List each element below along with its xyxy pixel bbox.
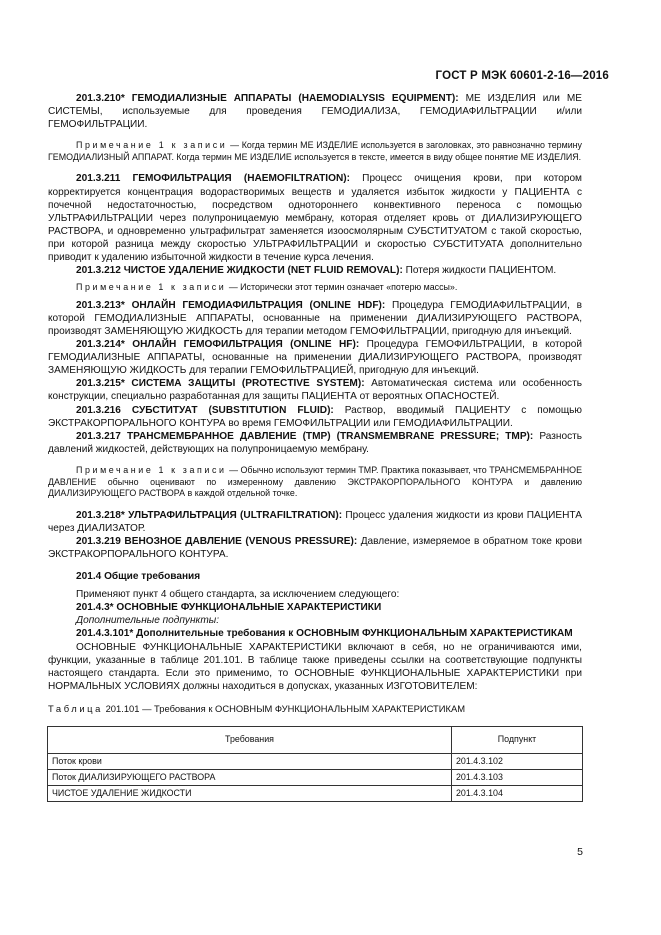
definition-201-3-212 — [48, 264, 582, 277]
term-text: Потеря жидкости ПАЦИЕНТОМ. — [402, 265, 557, 277]
term-title: 201.3.212 ЧИСТОЕ УДАЛЕНИЕ ЖИДКОСТИ (NET FLUID REMOVAL): — [76, 265, 403, 277]
section-heading-201-4 — [48, 570, 582, 583]
section-title: 201.4 Общие требования — [76, 571, 201, 583]
term-text: Процедура ГЕМОДИАФИЛЬТРАЦИИ, в которой ГЕМОДИАЛИЗНЫЕ АППАРАТЫ, основанные на применении ДИАЛИЗИРУЮЩЕГО РАСТВОРА, производят ЗАМЕНЯЮЩУЮ ЖИДКОСТЬ для терапии методом ГЕМОФИЛЬТРАЦИИ, пригодную для инъекций. — [48, 299, 582, 337]
caption-label: Таблица — [48, 702, 103, 714]
note-label: Примечание 1 к записи — [76, 282, 227, 293]
table-cell: 201.4.3.102 — [452, 754, 583, 770]
table-header-row — [48, 727, 583, 754]
section-text: Применяют пункт 4 общего стандарта, за исключением следующего: — [76, 589, 400, 601]
term-title: 201.3.219 ВЕНОЗНОЕ ДАВЛЕНИЕ (VENOUS PRESSURE): — [76, 535, 358, 547]
section-subtitle — [48, 614, 582, 627]
term-text: Автоматическая система или особенность конструкции, специально разработанная для защиты ПАЦИЕНТА от вероятных ОПАСНОСТЕЙ. — [48, 378, 582, 403]
definition-201-3-217 — [48, 430, 582, 456]
note-label: Примечание 1 к записи — [76, 140, 228, 151]
caption-text: 201.101 — Требования к ОСНОВНЫМ ФУНКЦИОНАЛЬНЫМ ХАРАКТЕРИСТИКАМ — [102, 702, 466, 714]
note-label: Примечание 1 к записи — [76, 464, 227, 475]
section-title: 201.4.3.101* Дополнительные требования к ОСНОВНЫМ ФУНКЦИОНАЛЬНЫМ ХАРАКТЕРИСТИКАМ — [76, 628, 573, 640]
table-caption — [48, 702, 582, 715]
term-text: Раствор, вводимый ПАЦИЕНТУ с помощью ЭКСТРАКОРПОРАЛЬНОГО КОНТУРА во время ГЕМОФИЛЬТРАЦИИ или ГЕМОДИАФИЛЬТРАЦИИ. — [48, 404, 582, 429]
term-text: Разность давлений жидкостей, действующих на полупроницаемую мембрану. — [48, 430, 583, 455]
note-text: — Обычно используют термин TMP. Практика показывает, что ТРАНСМЕМБРАННОЕ ДАВЛЕНИЕ обычно оценивают по измеренному давлению ЭКСТРАКОРПОРАЛЬНОГО КОНТУРА и давлению ДИАЛИЗИРУЮЩЕГО РАСТВОРА в каждой отдельной точке. — [48, 464, 582, 499]
term-title: 201.3.216 СУБСТИТУАТ (SUBSTITUTION FLUID): — [76, 404, 334, 416]
note-2 — [48, 282, 582, 294]
section-text: ОСНОВНЫЕ ФУНКЦИОНАЛЬНЫЕ ХАРАКТЕРИСТИКИ включают в себя, но не ограничиваются ими, функции, указанные в таблице 201.101. В таблице также приведены ссылки на соответствующие подпункты настоящего стандарта. Если это применимо, то ОСНОВНЫЕ ФУНКЦИОНАЛЬНЫЕ ХАРАКТЕРИСТИКИ при НОРМАЛЬНЫХ УСЛОВИЯХ должны находиться в допусках, указанных ИЗГОТОВИТЕЛЕМ: — [48, 641, 582, 692]
term-text: Процесс удаления жидкости из крови ПАЦИЕНТА через ДИАЛИЗАТОР. — [48, 509, 582, 534]
definition-201-3-216 — [48, 404, 582, 430]
term-title: 201.3.213* ОНЛАЙН ГЕМОДИАФИЛЬТРАЦИЯ (ONLINE HDF): — [76, 299, 386, 311]
term-title: 201.3.211 ГЕМОФИЛЬТРАЦИЯ (HAEMOFILTRATION): — [76, 173, 350, 185]
table-cell: 201.4.3.104 — [452, 786, 583, 802]
section-title: 201.4.3* ОСНОВНЫЕ ФУНКЦИОНАЛЬНЫЕ ХАРАКТЕРИСТИКИ — [76, 602, 382, 614]
term-title: 201.3.214* ОНЛАЙН ГЕМОФИЛЬТРАЦИЯ (ONLINE HF): — [76, 339, 360, 351]
table-cell: 201.4.3.103 — [452, 770, 583, 786]
term-title: 201.3.218* УЛЬТРАФИЛЬТРАЦИЯ (ULTRAFILTRATION): — [76, 509, 343, 521]
table-cell: Поток крови — [48, 754, 452, 770]
table-row — [48, 770, 583, 786]
term-title: 201.3.217 ТРАНСМЕМБРАННОЕ ДАВЛЕНИЕ (TMP) (TRANSMEMBRANE PRESSURE; TMP): — [76, 430, 534, 442]
section-heading-201-4-3 — [48, 601, 582, 614]
definition-201-3-215 — [48, 377, 582, 403]
term-title: 201.3.215* СИСТЕМА ЗАЩИТЫ (PROTECTIVE SYSTEM): — [76, 378, 365, 390]
term-text: Давление, измеряемое в обратном токе крови ЭКСТРАКОРПОРАЛЬНОГО КОНТУРА. — [48, 535, 582, 560]
table-row — [48, 786, 583, 802]
section-heading-201-4-3-101 — [48, 627, 582, 640]
term-text: Процесс очищения крови, при котором корректируется концентрация водорастворимых веществ и удаляется избыток жидкости у ПАЦИЕНТА с почечной недостаточностью, посредством однотороннего конвективного переноса с помощью УЛЬТРАФИЛЬТРАЦИИ через полупроницаемую мембрану, которая отделяет кровь от ДИАЛИЗИРУЮЩЕГО РАСТВОРА, и одновременно ультрафильтрат заменяется изоосмолярным СУБСТИТУАТОМ с такой скоростью, при которой разница между скоростью УЛЬТРАФИЛЬТРАЦИИ и скоростью СУБСТИТУАТА дополнительно приводит к удалению избыточной жидкости в течение курса лечения. — [48, 173, 582, 264]
note-text: — Исторически этот термин означает «потерю массы». — [226, 282, 458, 293]
definition-201-3-210 — [48, 92, 582, 131]
note-3 — [48, 465, 582, 500]
definition-201-3-211 — [48, 172, 582, 264]
term-title: 201.3.210* ГЕМОДИАЛИЗНЫЕ АППАРАТЫ (HAEMODIALYSIS EQUIPMENT): — [76, 93, 459, 104]
page-number: 5 — [577, 846, 583, 858]
definition-201-3-214 — [48, 338, 582, 377]
requirements-table — [47, 726, 583, 802]
italic-text: Дополнительные подпункты: — [76, 615, 220, 627]
document-body — [48, 92, 582, 802]
table-cell: Поток ДИАЛИЗИРУЮЩЕГО РАСТВОРА — [48, 770, 452, 786]
note-text: — Когда термин МЕ ИЗДЕЛИЕ используется в заголовках, это равнозначно термину ГЕМОДИАЛИЗНЫЙ АППАРАТ. Когда термин МЕ ИЗДЕЛИЕ используется в тексте, имеется в виду общее понятие МЕ ИЗДЕЛИЯ. — [48, 140, 582, 162]
column-header: Требования — [48, 727, 452, 754]
definition-201-3-213 — [48, 299, 582, 338]
column-header: Подпункт — [452, 727, 583, 754]
document-header: ГОСТ Р МЭК 60601-2-16—2016 — [435, 70, 609, 82]
definition-201-3-219 — [48, 535, 582, 561]
definition-201-3-218 — [48, 509, 582, 535]
note-1 — [48, 140, 582, 163]
table-row — [48, 754, 583, 770]
term-text: Процедура ГЕМОФИЛЬТРАЦИИ, в которой ГЕМОДИАЛИЗНЫЕ АППАРАТЫ, основанные на применении ДИАЛИЗИРУЮЩЕГО РАСТВОРА, производят ЗАМЕНЯЮЩУЮ ЖИДКОСТЬ для терапии ГЕМОФИЛЬТРАЦИЕЙ, пригодную для инъекций. — [48, 339, 582, 377]
table-cell: ЧИСТОЕ УДАЛЕНИЕ ЖИДКОСТИ — [48, 786, 452, 802]
term-text: МЕ ИЗДЕЛИЯ или МЕ СИСТЕМЫ, используемые для проведения ГЕМОДИАЛИЗА, ГЕМОДИАФИЛЬТРАЦИИ и/или ГЕМОФИЛЬТРАЦИИ. — [48, 93, 582, 131]
